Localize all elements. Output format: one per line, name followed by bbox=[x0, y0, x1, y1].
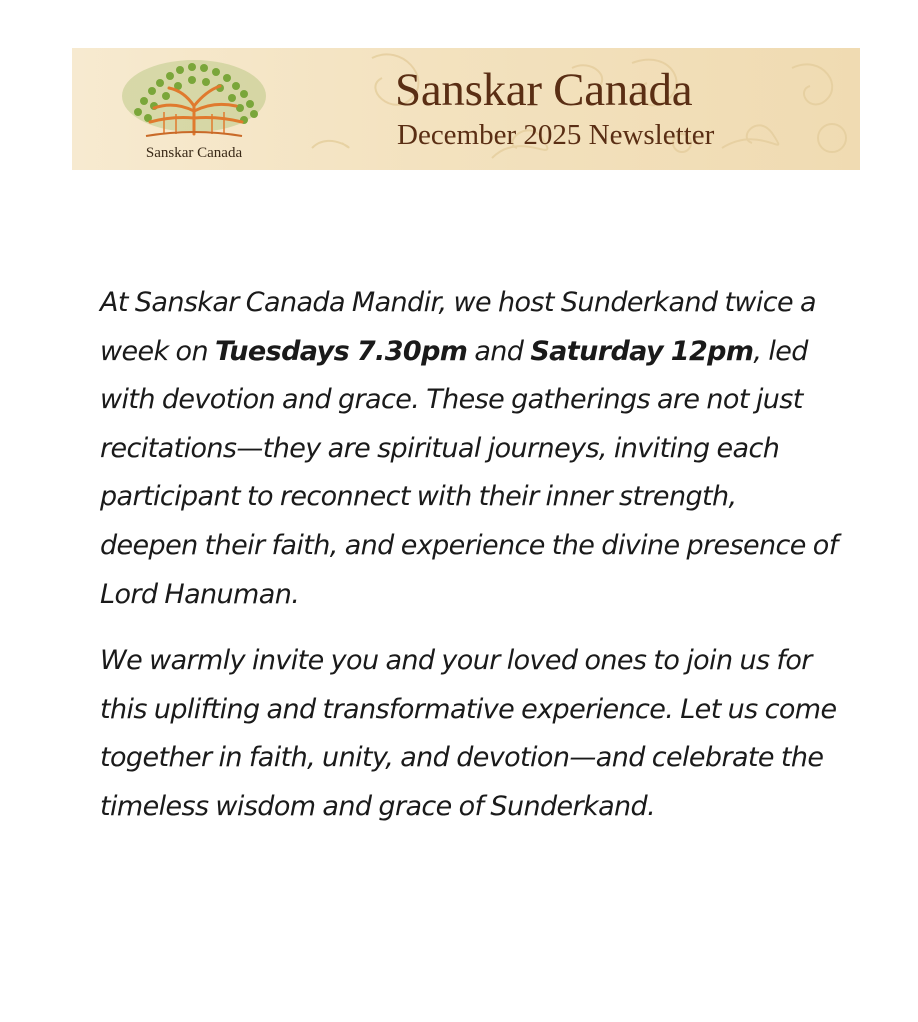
intro-text-1: At Sanskar Canada Mandir, we host Sunderkand twice a week on bbox=[100, 287, 816, 367]
invite-paragraph: We warmly invite you and your loved ones to join us for this uplifting and transformative experience. Let us come together in faith, unity, and devotion—and celebrate the timeless wisdom and grace of Sunderkand. bbox=[100, 645, 837, 822]
intro-paragraph bbox=[100, 279, 840, 619]
saturday-time: Saturday 12pm bbox=[530, 335, 754, 367]
newsletter-banner bbox=[72, 48, 860, 170]
tree-icon bbox=[114, 56, 274, 146]
newsletter-body bbox=[100, 279, 840, 850]
logo-caption: Sanskar Canada bbox=[145, 145, 243, 161]
newsletter-title: Sanskar Canada bbox=[395, 64, 693, 116]
tuesday-time: Tuesdays 7.30pm bbox=[214, 335, 468, 367]
sanskar-tree-logo bbox=[114, 56, 274, 164]
intro-text-2: and bbox=[467, 335, 531, 367]
newsletter-subtitle: December 2025 Newsletter bbox=[397, 119, 715, 151]
intro-text-3: , led with devotion and grace. These gatherings are not just recitations—they are spiritual journeys, inviting each participant to reconnect with their inner strength, deepen their faith, and experience the divine presence of Lord Hanuman. bbox=[100, 335, 838, 610]
